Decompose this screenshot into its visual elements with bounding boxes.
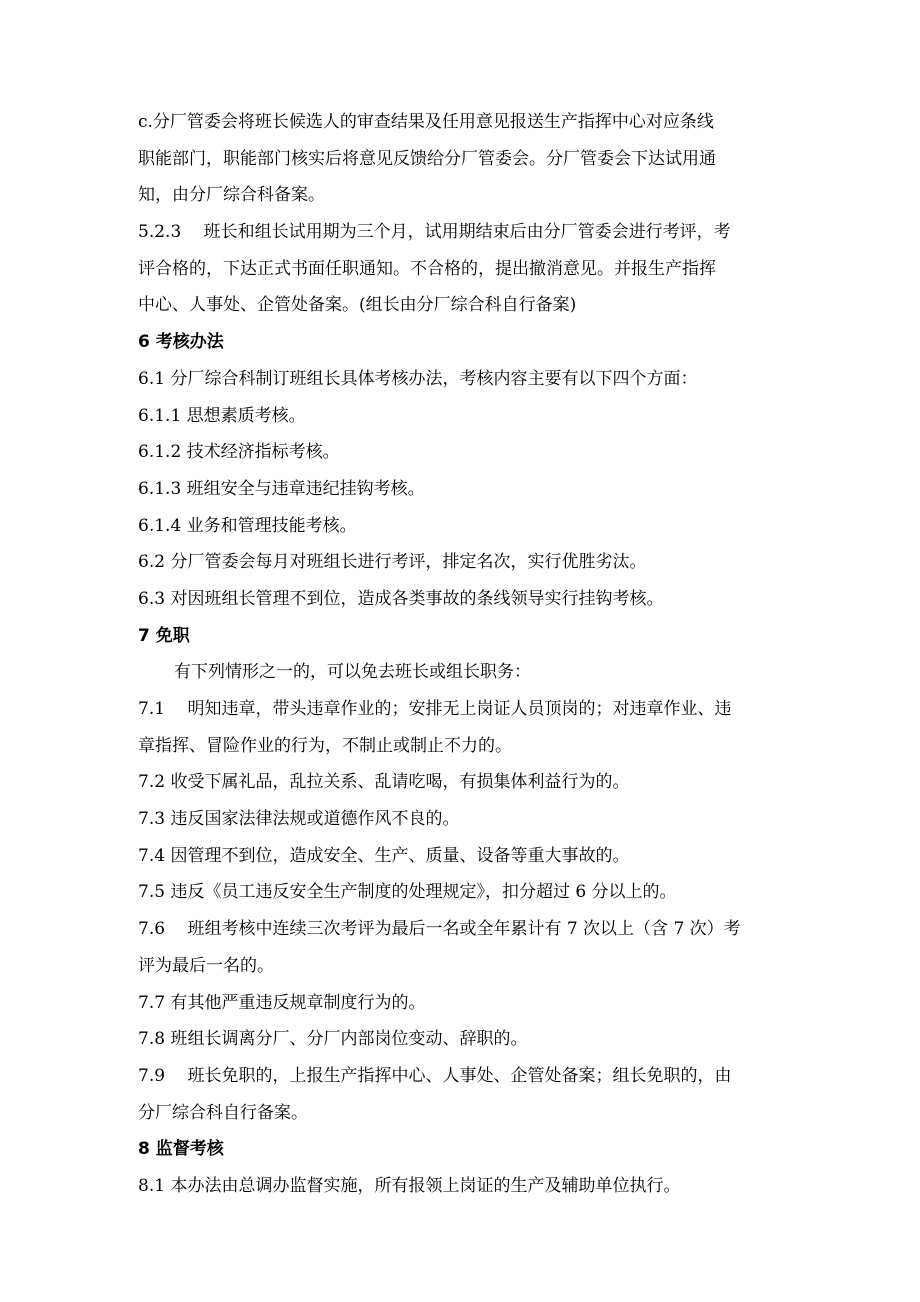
clause-8-1: 8.1 本办法由总调办监督实施，所有报领上岗证的生产及辅助单位执行。 (138, 1175, 681, 1196)
paragraph-line: 知，由分厂综合科备案。 (138, 185, 325, 206)
clause-7-6: 7.6 班组考核中连续三次考评为最后一名或全年累计有 7 次以上（含 7 次）考 (138, 919, 741, 940)
clause-7-6-continued: 评为最后一名的。 (138, 955, 274, 976)
clause-6-1: 6.1 分厂综合科制订班组长具体考核办法，考核内容主要有以下四个方面： (138, 368, 698, 389)
section-7-intro: 有下列情形之一的，可以免去班长或组长职务： (174, 662, 531, 683)
document-body (138, 104, 788, 1205)
clause-7-1-continued: 章指挥、冒险作业的行为，不制止或制止不力的。 (138, 735, 512, 756)
clause-6-2: 6.2 分厂管委会每月对班组长进行考评，排定名次，实行优胜劣汰。 (138, 552, 647, 573)
clause-6-1-4: 6.1.4 业务和管理技能考核。 (138, 515, 357, 536)
clause-7-8: 7.8 班组长调离分厂、分厂内部岗位变动、辞职的。 (138, 1029, 528, 1050)
paragraph-line: 中心、人事处、企管处备案。(组长由分厂综合科自行备案) (138, 295, 577, 316)
clause-6-1-2: 6.1.2 技术经济指标考核。 (138, 442, 340, 463)
clause-6-3: 6.3 对因班组长管理不到位，造成各类事故的条线领导实行挂钩考核。 (138, 588, 664, 609)
clause-6-1-3: 6.1.3 班组安全与违章违纪挂钩考核。 (138, 478, 425, 499)
clause-7-5: 7.5 违反《员工违反安全生产制度的处理规定》，扣分超过 6 分以上的。 (138, 882, 677, 903)
clause-7-1: 7.1 明知违章，带头违章作业的；安排无上岗证人员顶岗的；对违章作业、违 (138, 699, 732, 719)
clause-6-1-1: 6.1.1 思想素质考核。 (138, 405, 306, 426)
clause-7-2: 7.2 收受下属礼品，乱拉关系、乱请吃喝，有损集体利益行为的。 (138, 772, 630, 793)
clause-7-9: 7.9 班长免职的，上报生产指挥中心、人事处、企管处备案；组长免职的，由 (138, 1065, 732, 1086)
paragraph-line: 5.2.3 班长和组长试用期为三个月，试用期结束后由分厂管委会进行考评，考 (138, 222, 731, 243)
paragraph-line: c.分厂管委会将班长候选人的审查结果及任用意见报送生产指挥中心对应条线 (138, 112, 714, 132)
clause-7-4: 7.4 因管理不到位，造成安全、生产、质量、设备等重大事故的。 (138, 845, 630, 866)
paragraph-line: 评合格的，下达正式书面任职通知。不合格的，提出撤消意见。并报生产指挥 (138, 258, 716, 279)
section-heading-6: 6 考核办法 (138, 332, 224, 353)
paragraph-line: 职能部门，职能部门核实后将意见反馈给分厂管委会。分厂管委会下达试用通 (138, 148, 716, 169)
clause-7-9-continued: 分厂综合科自行备案。 (138, 1102, 308, 1123)
section-heading-8: 8 监督考核 (138, 1139, 224, 1160)
clause-7-7: 7.7 有其他严重违反规章制度行为的。 (138, 992, 426, 1013)
section-heading-7: 7 免职 (138, 625, 190, 646)
clause-7-3: 7.3 违反国家法律法规或道德作风不良的。 (138, 809, 460, 830)
